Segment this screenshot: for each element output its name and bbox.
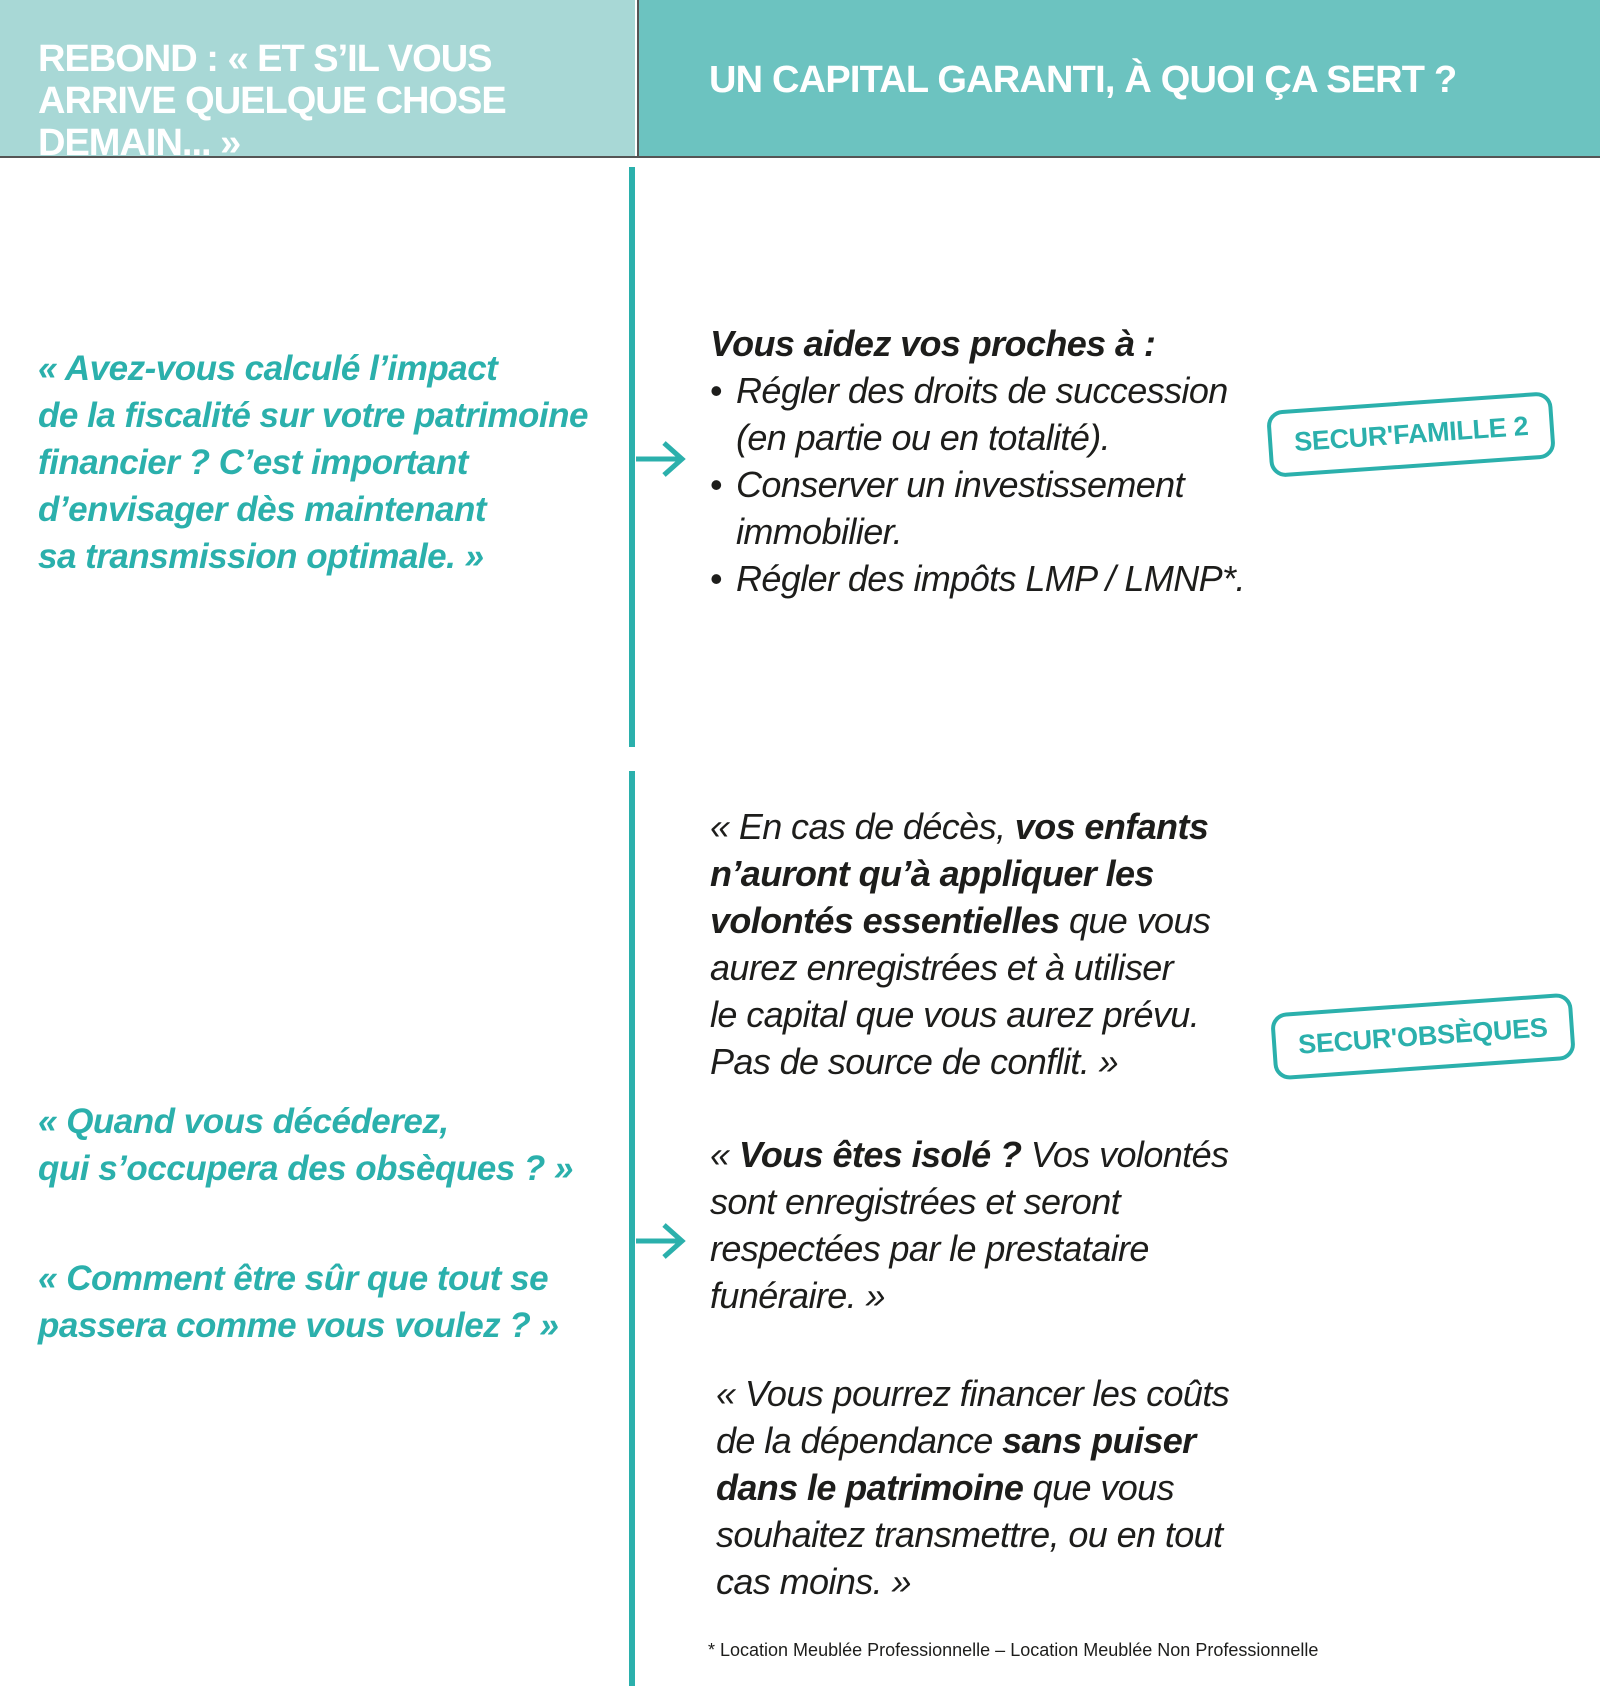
intro-heading: Vous aidez vos proches à : [710, 323, 1156, 364]
paragraph-deces [710, 803, 1210, 1085]
text-line: Pas de source de conflit. » [710, 1041, 1119, 1082]
badge-secur-famille: SECUR'FAMILLE 2 [1266, 391, 1556, 478]
text-span: de la dépendance [716, 1420, 1003, 1461]
question-line: d’envisager dès maintenant [38, 490, 486, 529]
badge-secur-obseques: SECUR'OBSÈQUES [1270, 993, 1576, 1081]
text-line: sont enregistrées et seront [710, 1181, 1121, 1222]
question-line: passera comme vous voulez ? » [38, 1306, 559, 1345]
text-line: « Vous pourrez financer les coûts [716, 1373, 1230, 1414]
arrow-right-icon [636, 439, 686, 479]
text-emphasis: sans puiser [1002, 1420, 1196, 1461]
question-line: « Avez-vous calculé l’impact [38, 349, 498, 388]
question-line: financier ? C’est important [38, 443, 468, 482]
list-item-line: • Régler des droits de succession [736, 370, 1228, 411]
question-line: de la fiscalité sur votre patrimoine [38, 396, 588, 435]
benefits-list [710, 367, 1245, 602]
text-span: que vous [1059, 900, 1211, 941]
arrow-right-icon [636, 1221, 686, 1261]
text-line: cas moins. » [716, 1561, 911, 1602]
text-line: funéraire. » [710, 1275, 885, 1316]
question-line: qui s’occupera des obsèques ? » [38, 1149, 573, 1188]
list-item [710, 367, 1245, 461]
text-line: respectées par le prestataire [710, 1228, 1149, 1269]
text-line: aurez enregistrées et à utiliser [710, 947, 1174, 988]
question-line: « Comment être sûr que tout se [38, 1259, 549, 1298]
text-emphasis: n’auront qu’à appliquer les [710, 853, 1154, 894]
text-line: le capital que vous aurez prévu. [710, 994, 1200, 1035]
footnote: * Location Meublée Professionnelle – Location Meublée Non Professionnelle [708, 1640, 1319, 1660]
paragraph-dependance [716, 1370, 1229, 1605]
text-line: souhaitez transmettre, ou en tout [716, 1514, 1223, 1555]
text-span: « [710, 1134, 739, 1175]
header [0, 0, 1600, 164]
list-item-line: (en partie ou en totalité). [736, 417, 1111, 458]
header-left-panel [0, 0, 635, 164]
question-line: sa transmission optimale. » [38, 537, 484, 576]
list-item [710, 461, 1245, 555]
text-emphasis: dans le patrimoine [716, 1467, 1024, 1508]
divider-line-1 [629, 167, 635, 747]
question-volontes [38, 1255, 558, 1349]
question-fiscalite [38, 345, 588, 580]
header-left-title: REBOND : « ET S’IL VOUS ARRIVE QUELQUE CHOSE DEMAIN... » [38, 38, 506, 164]
list-item-line: • Régler des impôts LMP / LMNP*. [736, 558, 1245, 599]
text-emphasis: Vous êtes isolé ? [738, 1134, 1022, 1175]
text-emphasis: volontés essentielles [710, 900, 1060, 941]
list-item-line: • Conserver un investissement [736, 464, 1185, 505]
divider-line-2 [629, 771, 635, 1686]
question-line: « Quand vous décéderez, [38, 1102, 449, 1141]
text-span: Vos volontés [1021, 1134, 1229, 1175]
text-span: que vous [1023, 1467, 1174, 1508]
header-right-panel [637, 0, 1600, 156]
header-right-title: UN CAPITAL GARANTI, À QUOI ÇA SERT ? [709, 59, 1457, 101]
text-span: « En cas de décès, [710, 806, 1015, 847]
list-item [710, 555, 1245, 602]
paragraph-isole [710, 1131, 1228, 1319]
question-obseques [38, 1098, 573, 1192]
text-emphasis: vos enfants [1014, 806, 1209, 847]
list-item-line: immobilier. [736, 511, 903, 552]
